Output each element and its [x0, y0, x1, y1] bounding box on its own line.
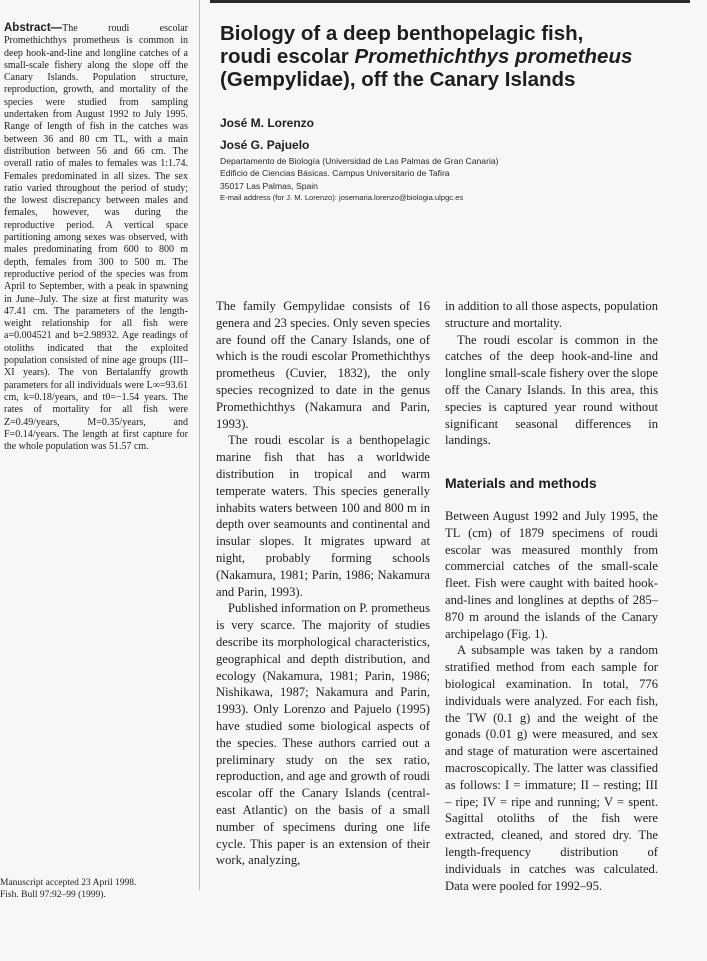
abstract-label: Abstract— [4, 22, 63, 34]
body-column-2 [445, 298, 658, 894]
citation-note: Fish. Bull 97:92–99 (1999). [0, 890, 106, 900]
abstract [4, 22, 188, 453]
paragraph: in addition to all those aspects, population structure and mortality. [445, 299, 658, 330]
title-line-1: Biology of a deep benthopelagic fish, [220, 22, 584, 45]
article-title [220, 22, 660, 91]
title-line-3: (Gempylidae), off the Canary Islands [220, 68, 576, 91]
paragraph: The roudi escolar is common in the catches of the deep hook-and-line and longline small-scale fishery over the slope off the Canary Islands. In this area, this species is captured year round without significant seasonal differences in landings. [445, 332, 658, 448]
paragraph: The roudi escolar is a benthopelagic marine fish that has a worldwide distribution in tropical and warm temperate waters. This species generally inhabits waters between 100 and 800 m in depth over seamounts and continental and insular slopes. It migrates upward at night, probably forming schools (Nakamura, 1981; Parin, 1986; Nakamura and Parin, 1993). [216, 433, 430, 599]
author-name: José G. Pajuelo [220, 138, 310, 152]
author-list [220, 112, 314, 156]
body-column-1 [216, 298, 430, 869]
abstract-text: The roudi escolar Promethichthys prometheus is common in deep hook-and-line and longline catches of a small-scale fishery along the slope off the Canary Islands. Population structure, reproduction, growth, and mortality of the species were studied from sampling undertaken from August 1992 to July 1995. Range of length of fish in the catches was between 36 and 80 cm TL, with a main distribution between 56 and 66 cm. The overall ratio of males to females was 1:1.74. Females predominated in all sizes. The sex ratio varied throughout the period of study; the lowest discrepancy between males and females, however, was during the reproductive period. A vertical space partitioning among sexes was observed, with males predominating from 600 to 800 m depth, females from 300 to 500 m. The reproductive period of the species was from April to September, with a peak in spawning in June–July. The size at first maturity was 47.41 cm. The parameters of the length-weight relationship for all fish were a=0.004521 and b=2.98932. Age readings of otoliths indicated that the exploited population consisted of nine age groups (III–XI years). The von Bertalanffy growth parameters for all individuals were L∞=93.61 cm, k=0.18/years, and t0=−1.54 years. The rates of mortality for all fish were Z=0.49/years, M=0.35/years, and F=0.14/years. The length at first capture for the whole population was 51.57 cm. [4, 23, 188, 453]
paragraph: The family Gempylidae consists of 16 genera and 23 species. Only seven species are found off the Canary Islands, one of which is the roudi escolar Promethichthys prometheus (Cuvier, 1832), the only species recognized to date in the genus Promethichthys (Nakamura and Parin, 1993). [216, 299, 430, 431]
column-divider [199, 0, 200, 890]
title-line-2: roudi escolar [220, 45, 355, 68]
affiliation-line: Departamento de Biología (Universidad de Las Palmas de Gran Canaria) [220, 156, 499, 166]
author-name: José M. Lorenzo [220, 116, 315, 130]
header-rule [210, 0, 690, 3]
title-species: Promethichthys prometheus [354, 45, 633, 68]
affiliation-line: Edificio de Ciencias Básicas. Campus Universitario de Tafira [220, 168, 450, 179]
email-address: E-mail address (for J. M. Lorenzo): josemaria.lorenzo@biologia.ulpgc.es [220, 193, 464, 203]
affiliation-line: 35017 Las Palmas, Spain [220, 180, 318, 191]
paragraph: A subsample was taken by a random stratified method from each sample for biological examination. In total, 776 individuals were analyzed. For each fish, the TW (0.1 g) and the weight of the gonads (0.01 g) were measured, and sex and stage of maturation were ascertained macroscopically. The latter was classified as follows: I = immature; II – resting; III – ripe; IV = ripe and running; V = spent. Sagittal otoliths of the fish were extracted, cleaned, and stored dry. The length-frequency distribution of individuals in catches was calculated. Data were pooled for 1992–95. [445, 643, 658, 893]
paragraph: Published information on P. prometheus is very scarce. The majority of studies describe its morphological characteristics, geographical and depth distribution, and ecology (Nakamura, 1981; Parin, 1986; Nishikawa, 1987; Nakamura and Parin, 1993). Only Lorenzo and Pajuelo (1995) have studied some biological aspects of the species. These authors carried out a preliminary study on the sex ratio, reproduction, and age and growth of roudi escolar off the Canary Islands (central-east Atlantic) on the basis of a small number of specimens during one life cycle. This paper is an extension of their work, analyzing, [216, 601, 430, 868]
section-heading: Materials and methods [445, 475, 597, 492]
manuscript-note: Manuscript accepted 23 April 1998. [0, 878, 137, 888]
footnote [0, 877, 195, 901]
affiliation [220, 155, 499, 205]
paragraph: Between August 1992 and July 1995, the TL (cm) of 1879 specimens of roudi escolar was measured monthly from commercial catches of the small-scale fleet. Fish were caught with baited hook-and-lines and longlines at depths of 285–870 m around the islands of the Canary archipelago (Fig. 1). [445, 508, 658, 641]
